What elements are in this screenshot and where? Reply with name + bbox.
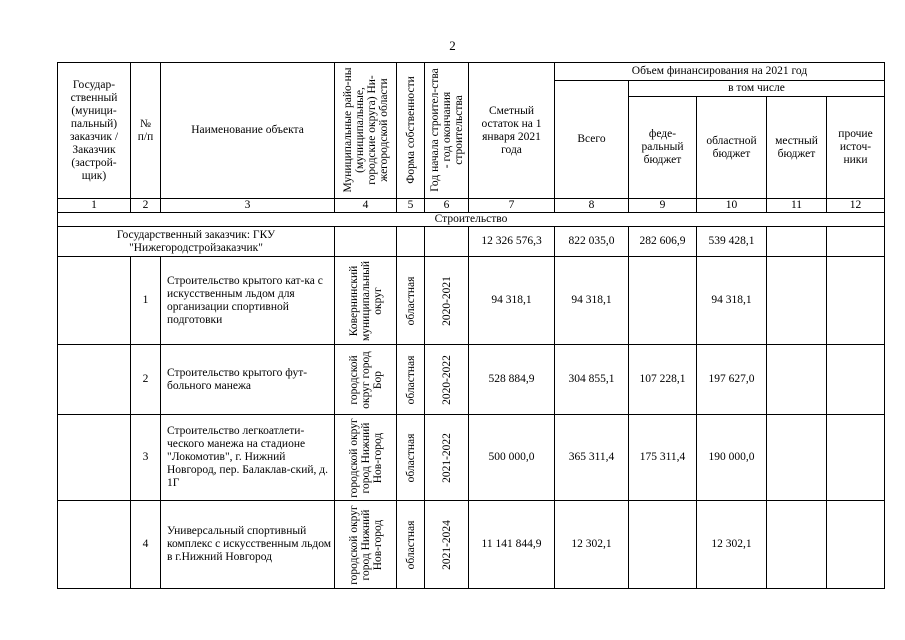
object-name: Универсальный спортивный комплекс с искусственным льдом в г.Нижний Новгород: [161, 501, 335, 589]
table-row: [58, 257, 885, 345]
regional: 12 302,1: [697, 501, 767, 589]
regional: 94 318,1: [697, 257, 767, 345]
years: 2021-2022: [440, 432, 453, 483]
header-object-name: Наименование объекта: [161, 63, 335, 199]
estimate: 94 318,1: [469, 257, 555, 345]
total: 304 855,1: [555, 345, 629, 415]
header-years: Год начала строител-ства - год окончания строительства: [428, 68, 465, 192]
header-federal: феде-ральный бюджет: [629, 97, 697, 199]
header-funding-group: Объем финансирования на 2021 год: [555, 63, 885, 81]
customer-row: [58, 227, 885, 257]
column-number: 1: [58, 199, 131, 213]
header-municipality-cell: [335, 63, 397, 199]
customer-regional: 539 428,1: [697, 227, 767, 257]
estimate: 11 141 844,9: [469, 501, 555, 589]
total: 365 311,4: [555, 415, 629, 501]
row-number: 4: [131, 501, 161, 589]
federal: [629, 257, 697, 345]
customer-total: 822 035,0: [555, 227, 629, 257]
municipality: городской округ город Нижний Нов-город: [347, 417, 384, 498]
header-ownership-cell: [397, 63, 425, 199]
customer-estimate: 12 326 576,3: [469, 227, 555, 257]
table-row: [58, 501, 885, 589]
table-row: [58, 415, 885, 501]
municipality: Ковернинский муниципальный округ: [347, 260, 384, 341]
federal: 107 228,1: [629, 345, 697, 415]
column-number: 9: [629, 199, 697, 213]
column-number: 2: [131, 199, 161, 213]
column-number: 6: [425, 199, 469, 213]
header-municipality: Муниципальные райо-ны (муниципальные, городские округа) Ни-жегородской области: [341, 67, 390, 193]
header-estimate: Сметный остаток на 1 января 2021 года: [469, 63, 555, 199]
header-ownership: Форма собственности: [404, 76, 417, 184]
header-local: местный бюджет: [767, 97, 827, 199]
federal: [629, 501, 697, 589]
ownership: областная: [404, 433, 417, 482]
column-number: 3: [161, 199, 335, 213]
object-name: Строительство крытого кат-ка с искусственным льдом для организации спортивной подготовки: [161, 257, 335, 345]
column-number: 8: [555, 199, 629, 213]
column-number: 5: [397, 199, 425, 213]
regional: 190 000,0: [697, 415, 767, 501]
page-number: 2: [449, 38, 456, 53]
ownership: областная: [404, 355, 417, 404]
total: 12 302,1: [555, 501, 629, 589]
column-number: 12: [827, 199, 885, 213]
object-name: Строительство легкоатлети-ческого манежа на стадионе "Локомотив", г. Нижний Новгород, пер. Балаклав-ский, д. 1Г: [161, 415, 335, 501]
years: 2021-2024: [440, 519, 453, 570]
row-number: 2: [131, 345, 161, 415]
column-numbers-row: [58, 199, 885, 213]
column-number: 7: [469, 199, 555, 213]
ownership: областная: [404, 520, 417, 569]
row-number: 3: [131, 415, 161, 501]
header-including: в том числе: [629, 81, 885, 97]
section-title: Строительство: [58, 213, 885, 227]
ownership: областная: [404, 276, 417, 325]
column-number: 10: [697, 199, 767, 213]
header-regional: областной бюджет: [697, 97, 767, 199]
regional: 197 627,0: [697, 345, 767, 415]
row-number: 1: [131, 257, 161, 345]
header-total: Всего: [555, 81, 629, 199]
funding-table: [57, 62, 885, 589]
municipality: городской округ город Бор: [347, 350, 384, 409]
column-number: 4: [335, 199, 397, 213]
object-name: Строительство крытого фут-больного манежа: [161, 345, 335, 415]
estimate: 528 884,9: [469, 345, 555, 415]
municipality: городской округ город Нижний Нов-город: [347, 504, 384, 585]
header-customer: Государ-ственный (муници-пальный) заказчик / Заказчик (застрой-щик): [58, 63, 131, 199]
column-number: 11: [767, 199, 827, 213]
header-other: прочие источ-ники: [827, 97, 885, 199]
federal: 175 311,4: [629, 415, 697, 501]
header-number: № п/п: [131, 63, 161, 199]
table-row: [58, 345, 885, 415]
estimate: 500 000,0: [469, 415, 555, 501]
total: 94 318,1: [555, 257, 629, 345]
years: 2020-2021: [440, 275, 453, 326]
customer-federal: 282 606,9: [629, 227, 697, 257]
years: 2020-2022: [440, 354, 453, 405]
header-years-cell: [425, 63, 469, 199]
customer-name: Государственный заказчик: ГКУ "Нижегородстройзаказчик": [58, 227, 335, 257]
